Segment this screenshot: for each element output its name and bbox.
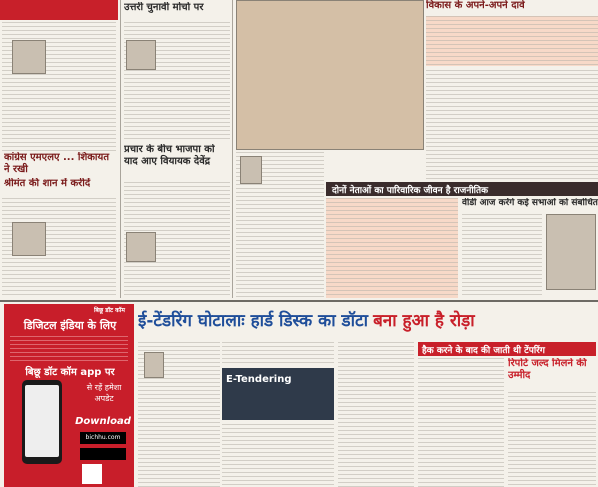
column-divider (120, 0, 121, 298)
section-divider (0, 300, 598, 302)
main-text-col2 (222, 424, 334, 487)
article-subheadline-a3: श्रीमंत की शान में करीदें (4, 178, 91, 189)
phone-image (22, 380, 62, 464)
main-text-col5 (508, 392, 596, 487)
google-play-badge (80, 448, 126, 460)
advertisement (4, 304, 134, 487)
person-photo (126, 232, 156, 262)
ad-text (10, 336, 128, 362)
ad-app-line: बिछू डॉट कॉम app पर (25, 367, 115, 378)
main-text-col2-top (222, 342, 334, 366)
article-text-a6 (326, 198, 458, 298)
person-photo (126, 40, 156, 70)
article-text-a7 (462, 214, 542, 298)
qr-code (82, 464, 102, 484)
ad-title: डिजिटल इंडिया के लिए (23, 319, 117, 332)
article-a6-box (326, 198, 458, 298)
ad-update-line: से रहें हमेशा अपडेट (86, 383, 122, 403)
ad-site: bichhu.com (80, 432, 126, 444)
main-headline-red: बना हुआ है रोड़ा (373, 311, 475, 331)
person-photo (12, 40, 46, 74)
article-a5-header (426, 0, 598, 14)
article-headline-a4: प्रचार के बीच भाजपा को याद आए वियायक देवेंद्र (124, 144, 215, 167)
person-photo (240, 156, 262, 184)
person-photo (12, 222, 46, 256)
article-text-a5 (426, 70, 598, 180)
main-text-col4 (418, 358, 504, 487)
article-headline-a7: वीडी आज करेंगे कई सभाओं को संबोधित (462, 198, 598, 208)
column-divider (232, 0, 233, 298)
main-text-col3 (338, 342, 414, 487)
e-tendering-label: E-Tendering (226, 374, 292, 385)
ad-brand-tag: बिछू डॉट कॉम (94, 307, 125, 314)
reporter-photo (144, 352, 164, 378)
e-tendering-photo (222, 368, 334, 420)
article-headline-a6: दोनों नेताओं का पारिवारिक जीवन है राजनीतिक (326, 182, 598, 196)
main-subheadline-2: रिपोर्ट जल्द मिलने की उम्मीद (508, 358, 587, 381)
highlight-box (426, 16, 598, 66)
main-subheadline-1: हैक करने के बाद की जाती थी टेंपरिंग (418, 342, 596, 356)
article-headline-a3: कांग्रेस एमएलए ... शिकायत ने रखी (4, 152, 110, 175)
leaders-photo (236, 0, 424, 150)
highlight-text (426, 16, 598, 66)
ad-download-text: Download (75, 416, 131, 427)
person-photo (546, 214, 596, 290)
article-headline-a5: विकास के अपने-अपने दावे (426, 0, 525, 11)
main-headline-blue: ई-टेंडरिंग घोटालाः हार्ड डिस्क का डॉटा (138, 311, 368, 331)
section-marker (0, 0, 118, 20)
main-headline (138, 308, 596, 338)
article-headline-a2: उत्तरी चुनावी मोर्चा पर (124, 2, 204, 13)
